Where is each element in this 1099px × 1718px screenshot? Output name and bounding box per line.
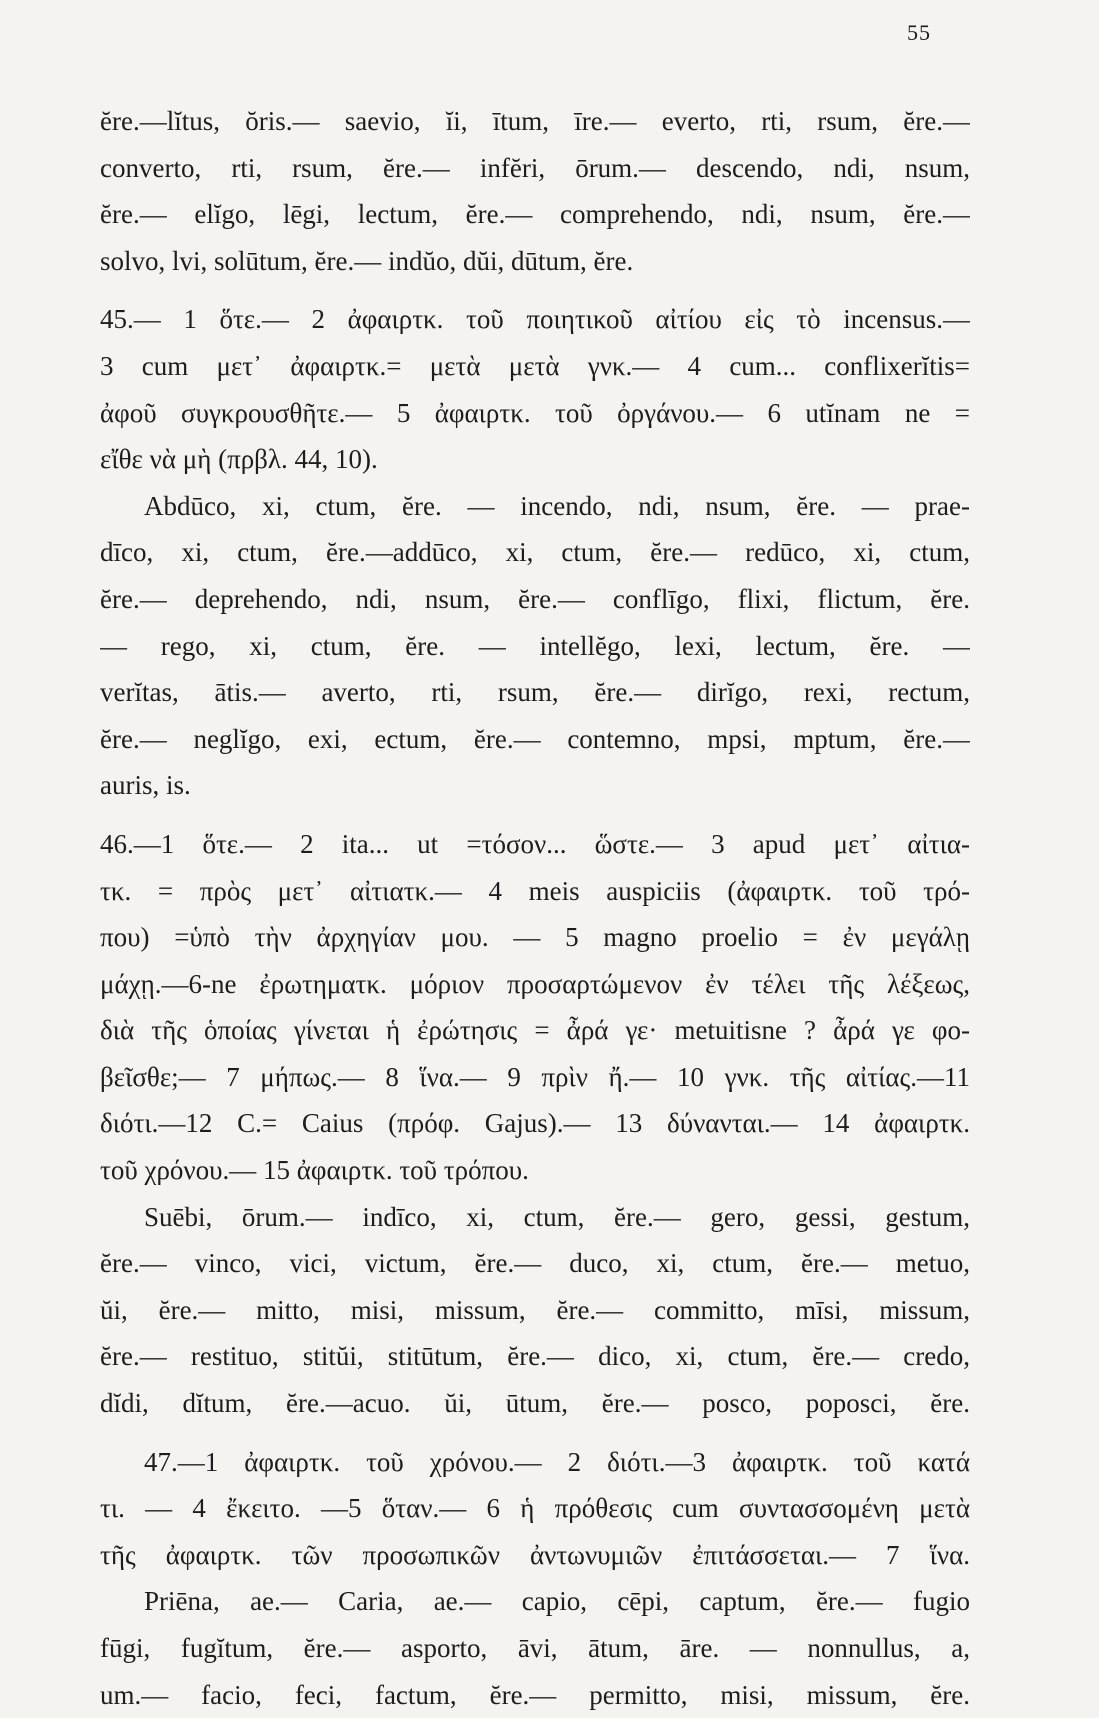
section-46: [100, 821, 970, 1427]
vocab-line: ĕre.— deprehendo, ndi, nsum, ĕre.— conflīgo, flixi, flictum, ĕre.: [100, 583, 970, 614]
note-line: 46.—1 ὅτε.— 2 ita... ut =τόσον... ὥστε.— 3 apud μετ᾽ αἰτια-: [100, 828, 970, 859]
section-45: [100, 296, 970, 809]
note-line: που) =ὑπὸ τὴν ἀρχηγίαν μου. — 5 magno proelio = ἐν μεγάλῃ: [100, 922, 970, 953]
vocab-line: ĕre.— vinco, vici, victum, ĕre.— duco, xi, ctum, ĕre.— metuo,: [100, 1248, 970, 1279]
vocab-line: ĕre.— neglĭgo, exi, ectum, ĕre.— contemno, mpsi, mptum, ĕre.—: [100, 723, 970, 754]
text-line: converto, rti, rsum, ĕre.— infĕri, ōrum.— descendo, ndi, nsum,: [100, 152, 970, 183]
section-47: [100, 1439, 970, 1718]
note-line: διὰ τῆς ὁποίας γίνεται ἡ ἐρώτησις = ἆρά γε· metuitisne ? ἆρά γε φο-: [100, 1015, 970, 1046]
note-line: τκ. = πρὸς μετ᾽ αἰτιατκ.— 4 meis auspiciis (ἀφαιρτκ. τοῦ τρό-: [100, 875, 970, 906]
note-line: 45.— 1 ὅτε.— 2 ἀφαιρτκ. τοῦ ποιητικοῦ αἰτίου εἰς τὸ incensus.—: [100, 304, 970, 335]
note-line: μάχῃ.—6-ne ἐρωτηματκ. μόριον προσαρτώμενον ἐν τέλει τῆς λέξεως,: [100, 968, 970, 999]
vocab-line: — rego, xi, ctum, ĕre. — intellĕgo, lexi, lectum, ĕre. —: [100, 630, 970, 661]
vocab-line: Suēbi, ōrum.— indīco, xi, ctum, ĕre.— gero, gessi, gestum,: [144, 1201, 970, 1232]
vocab-line: fūgi, fugĭtum, ĕre.— asporto, āvi, ātum, āre. — nonnullus, a,: [100, 1633, 970, 1663]
vocab-line: um.— facio, feci, factum, ĕre.— permitto, misi, missum, ĕre.: [100, 1679, 970, 1710]
page-number: 55: [907, 20, 931, 45]
text-column: [100, 98, 970, 1718]
vocab-line: auris, is.: [100, 770, 191, 801]
text-line: ĕre.— elĭgo, lēgi, lectum, ĕre.— comprehendo, ndi, nsum, ĕre.—: [100, 199, 970, 230]
text-line: ĕre.—lĭtus, ŏris.— saevio, ĭi, ītum, īre.— everto, rti, rsum, ĕre.—: [100, 106, 970, 136]
vocab-line: dīco, xi, ctum, ĕre.—addūco, xi, ctum, ĕre.— redūco, xi, ctum,: [100, 537, 970, 568]
note-line: 3 cum μετ᾽ ἀφαιρτκ.= μετὰ μετὰ γνκ.— 4 cum... conflixerĭtis=: [100, 350, 970, 381]
note-line: βεῖσθε;— 7 μήπως.— 8 ἵνα.— 9 πρὶν ἤ.— 10 γνκ. τῆς αἰτίας.—11: [100, 1061, 970, 1092]
vocab-line: ĕre.— restituo, stitŭi, stitūtum, ĕre.— dico, xi, ctum, ĕre.— credo,: [100, 1341, 970, 1372]
vocab-line: Priēna, ae.— Caria, ae.— capio, cēpi, captum, ĕre.— fugio: [144, 1586, 970, 1617]
vocab-line: dĭdi, dĭtum, ĕre.—acuo. ŭi, ūtum, ĕre.— posco, poposci, ĕre.: [100, 1388, 970, 1419]
note-line: διότι.—12 C.= Caius (πρόφ. Gajus).— 13 δύνανται.— 14 ἀφαιρτκ.: [100, 1108, 970, 1139]
note-line: τῆς ἀφαιρτκ. τῶν προσωπικῶν ἀντωνυμιῶν ἐπιτάσσεται.— 7 ἵνα.: [100, 1539, 970, 1570]
vocab-line: ŭi, ĕre.— mitto, misi, missum, ĕre.— committo, mīsi, missum,: [100, 1294, 970, 1325]
note-line: τοῦ χρόνου.— 15 ἀφαιρτκ. τοῦ τρόπου.: [100, 1155, 529, 1186]
vocab-line: verĭtas, ātis.— averto, rti, rsum, ĕre.— dirĭgo, rexi, rectum,: [100, 677, 970, 708]
note-line: τι. — 4 ἔκειτο. —5 ὅταν.— 6 ἡ πρόθεσις cum συντασσομένη μετὰ: [100, 1493, 970, 1524]
section-44-end: [100, 98, 970, 284]
note-line: εἴθε νὰ μὴ (πρβλ. 44, 10).: [100, 444, 378, 475]
vocab-line: Abdūco, xi, ctum, ĕre. — incendo, ndi, nsum, ĕre. — prae-: [144, 490, 970, 521]
note-line: 47.—1 ἀφαιρτκ. τοῦ χρόνου.— 2 διότι.—3 ἀφαιρτκ. τοῦ κατά: [144, 1446, 970, 1477]
note-line: ἀφοῦ συγκρουσθῆτε.— 5 ἀφαιρτκ. τοῦ ὀργάνου.— 6 utĭnam ne =: [100, 397, 970, 428]
text-line: solvo, lvi, solūtum, ĕre.— indŭo, dŭi, dūtum, ĕre.: [100, 245, 634, 276]
